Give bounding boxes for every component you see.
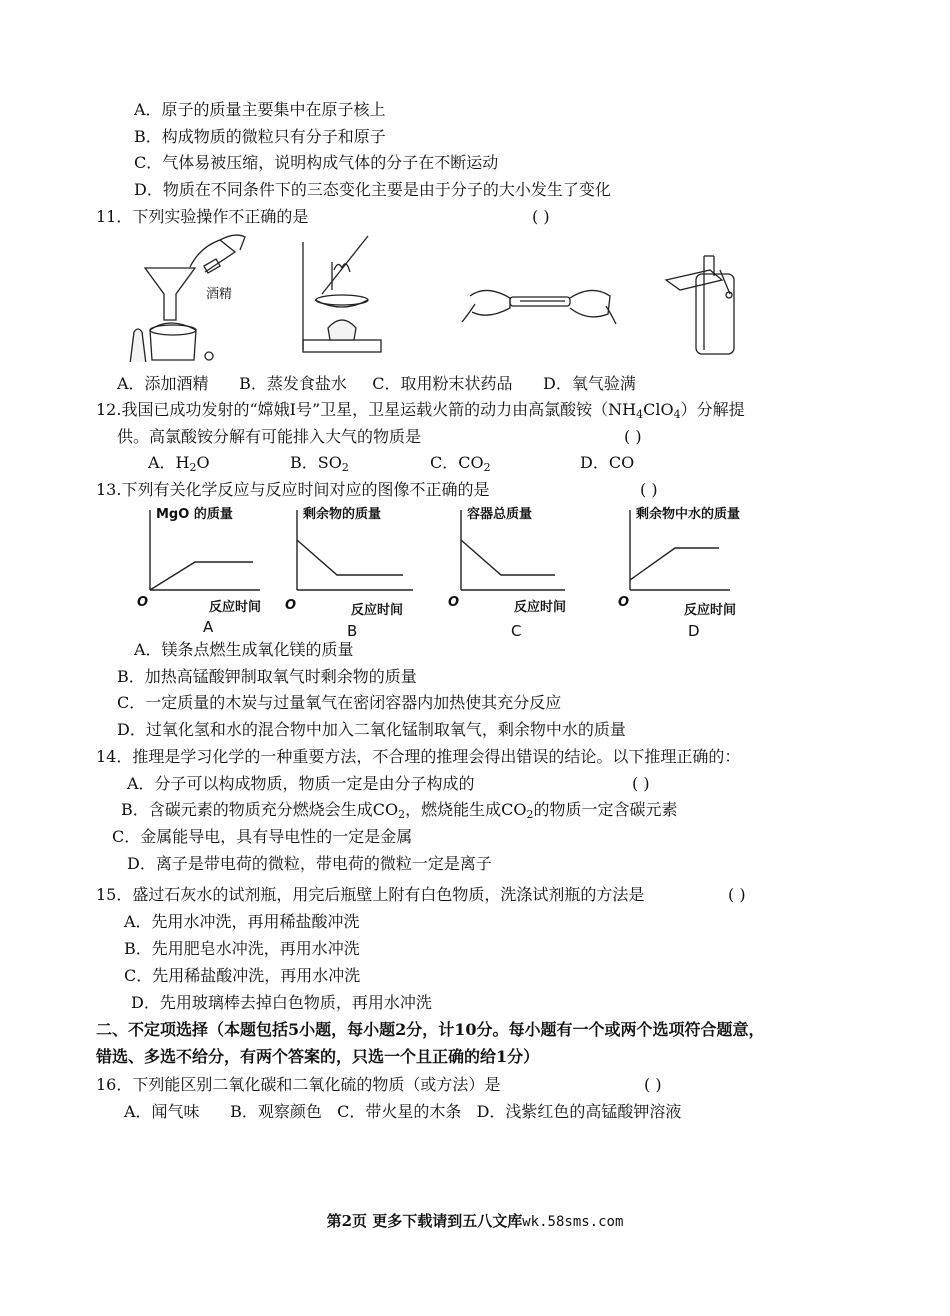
q14-b-sub2: 2	[526, 808, 534, 821]
q13-option-d: D．过氧化氢和水的混合物中加入二氧化锰制取氧气，剩余物中水的质量	[117, 720, 626, 739]
q10-option-b: B．构成物质的微粒只有分子和原子	[134, 127, 386, 146]
q14-b-part3: 的物质一定含碳元素	[533, 800, 678, 819]
q12-c-text: C．CO	[430, 453, 484, 472]
q13-answer-bracket: ( )	[640, 480, 658, 499]
graph-a-letter: A	[203, 618, 214, 636]
q16-answer-bracket: ( )	[644, 1075, 662, 1094]
q14-b-part2: ，燃烧能生成CO	[405, 800, 527, 819]
q12-stem-line2: 供。高氯酸铵分解有可能排入大气的物质是	[117, 427, 422, 446]
q12-stem-post: ）分解提	[680, 400, 745, 419]
q14-answer-bracket: ( )	[632, 774, 650, 793]
q12-stem-line1	[96, 400, 745, 420]
graph-a-curve	[150, 562, 253, 590]
q12-a-sub: 2	[189, 461, 197, 474]
q15-option-d: D．先用玻璃棒去掉白色物质，再用水冲洗	[131, 993, 432, 1012]
q14-option-d: D．离子是带电荷的微粒，带电荷的微粒一定是离子	[127, 854, 492, 873]
q12-stem-pre: 12.我国已成功发射的“嫦娥Ⅰ号”卫星，卫星运载火箭的动力由高氯酸铵（NH	[96, 400, 637, 419]
graph-c-letter: C	[511, 622, 522, 638]
q13-option-b: B．加热高锰酸钾制取氧气时剩余物的质量	[117, 667, 417, 686]
q15-option-a: A．先用水冲洗，再用稀盐酸冲洗	[124, 912, 360, 931]
q10-option-c: C．气体易被压缩，说明构成气体的分子在不断运动	[134, 153, 499, 172]
q12-sub-2: 4	[673, 408, 681, 421]
q12-c-sub: 2	[483, 461, 491, 474]
graph-d-origin: O	[618, 595, 630, 610]
q15-answer-bracket: ( )	[728, 885, 746, 904]
q14-stem: 14．推理是学习化学的一种重要方法，不合理的推理会得出错误的结论。以下推理正确的：	[96, 747, 741, 766]
q12-b-text: B．SO	[290, 453, 342, 472]
q12-sub-1: 4	[636, 408, 644, 421]
section2-heading-line1: 二、不定项选择（本题包括5小题，每小题2分，计10分。每小题有一个或两个选项符合题意，	[96, 1020, 765, 1039]
graph-a-ylabel: MgO 的质量	[156, 507, 233, 522]
graph-d-letter: D	[688, 622, 700, 638]
q12-b-sub: 2	[341, 461, 349, 474]
powder-tube-figure	[462, 290, 616, 324]
q14-option-c: C．金属能导电，具有导电性的一定是金属	[112, 827, 413, 846]
section2-heading-line2: 错选、多选不给分，有两个答案的，只选一个且正确的给1分）	[96, 1047, 540, 1066]
q12-stem-mid: ClO	[643, 400, 674, 419]
graph-b-xlabel: 反应时间	[351, 603, 404, 618]
q13-option-c: C．一定质量的木炭与过量氧气在密闭容器内加热使其充分反应	[117, 693, 562, 712]
q11-fig-label-alcohol: 酒精	[206, 287, 233, 302]
page-footer	[0, 1211, 950, 1232]
footer-site[interactable]: wk.58sms.com	[522, 1214, 624, 1230]
q12-option-d: D．CO	[580, 453, 635, 472]
q11-stem: 11．下列实验操作不正确的是	[96, 207, 309, 226]
graph-b-ylabel: 剩余物的质量	[303, 507, 382, 522]
graph-c-curve	[461, 540, 555, 575]
graph-b-curve	[297, 540, 403, 575]
q15-option-c: C．先用稀盐酸冲洗，再用水冲洗	[124, 966, 361, 985]
q12-option-b	[290, 453, 349, 473]
graph-a-xlabel: 反应时间	[209, 600, 262, 615]
q12-answer-bracket: ( )	[624, 427, 642, 446]
q12-a-text: A．H	[148, 453, 190, 472]
q12-a-post: O	[196, 453, 210, 472]
q11-apparatus-figures	[110, 232, 830, 362]
graph-c-origin: O	[448, 595, 460, 610]
graph-a-origin: O	[137, 595, 149, 610]
q13-stem: 13.下列有关化学反应与反应时间对应的图像不正确的是	[96, 480, 490, 499]
q11-options: A．添加酒精 B．蒸发食盐水 C．取用粉末状药品 D．氧气验满	[117, 374, 636, 393]
q13-graphs	[125, 500, 805, 638]
q12-option-a	[148, 453, 210, 473]
q14-option-a: A．分子可以构成物质，物质一定是由分子构成的	[127, 774, 475, 793]
q10-option-a: A．原子的质量主要集中在原子核上	[134, 100, 386, 119]
q14-option-b	[121, 800, 678, 820]
q16-options: A．闻气味 B．观察颜色 C．带火星的木条 D．浅紫红色的高锰酸钾溶液	[124, 1102, 682, 1121]
graph-c-ylabel: 容器总质量	[467, 507, 533, 522]
graph-b-origin: O	[285, 598, 297, 613]
q13-option-a: A．镁条点燃生成氧化镁的质量	[134, 640, 354, 659]
q14-b-sub1: 2	[398, 808, 406, 821]
graph-c-xlabel: 反应时间	[514, 600, 567, 615]
q11-answer-bracket: ( )	[532, 207, 550, 226]
q15-option-b: B．先用肥皂水冲洗，再用水冲洗	[124, 939, 360, 958]
evaporation-stand-figure	[303, 236, 381, 352]
q15-stem: 15．盛过石灰水的试剂瓶，用完后瓶壁上附有白色物质，洗涤试剂瓶的方法是	[96, 885, 645, 904]
q10-option-d: D．物质在不同条件下的三态变化主要是由于分子的大小发生了变化	[134, 180, 611, 199]
gas-bottle-figure	[666, 256, 734, 354]
graph-d-ylabel: 剩余物中水的质量	[636, 507, 741, 522]
q12-option-c	[430, 453, 491, 473]
graph-d-curve	[630, 548, 719, 580]
graph-d-xlabel: 反应时间	[684, 603, 737, 618]
graph-b-letter: B	[347, 622, 358, 638]
q16-stem: 16．下列能区别二氧化碳和二氧化硫的物质（或方法）是	[96, 1075, 501, 1094]
footer-text: 第2页 更多下载请到五八文库	[326, 1212, 523, 1230]
q14-b-part1: B．含碳元素的物质充分燃烧会生成CO	[121, 800, 399, 819]
